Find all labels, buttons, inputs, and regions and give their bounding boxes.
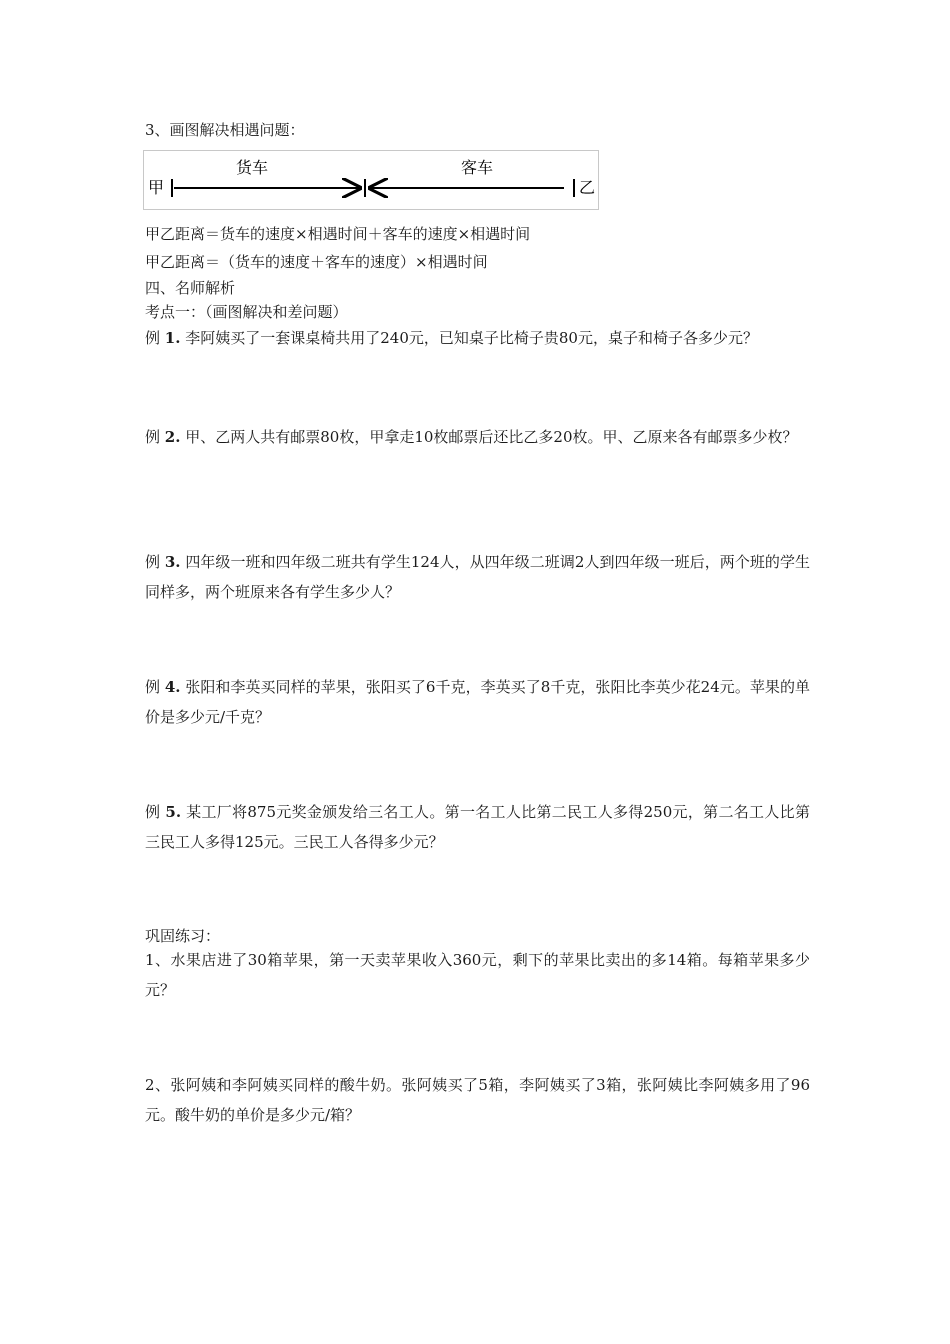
diagram-segment2-label: 客车	[461, 158, 494, 177]
example-prefix: 例	[145, 553, 161, 571]
practice-heading: 巩固练习：	[145, 927, 221, 945]
example-number: 5.	[165, 803, 182, 821]
section-3-heading: 3、画图解决相遇问题：	[145, 121, 305, 139]
diagram-right-label: 乙	[579, 178, 596, 197]
example-text: 某工厂将875元奖金颁发给三名工人。第一名工人比第二民工人多得250元，第二名工人比第三民工人多得125元。三民工人各得多少元？	[145, 803, 810, 851]
kaodian-heading: 考点一：（画图解决和差问题）	[145, 303, 348, 321]
example-text: 四年级一班和四年级二班共有学生124人，从四年级二班调2人到四年级一班后，两个班的学生同样多，两个班原来各有学生多少人？	[145, 553, 810, 601]
section-4-heading: 四、名师解析	[145, 279, 236, 297]
diagram-segment1-label: 货车	[236, 158, 269, 177]
example-3	[145, 547, 810, 607]
example-text: 甲、乙两人共有邮票80枚，甲拿走10枚邮票后还比乙多20枚。甲、乙原来各有邮票多少枚？	[185, 428, 798, 446]
diagram-left-label: 甲	[148, 178, 165, 197]
example-number: 3.	[164, 553, 181, 571]
example-number: 2.	[164, 428, 181, 446]
diagram-svg	[144, 151, 600, 211]
example-prefix: 例	[145, 329, 161, 347]
meeting-problem-diagram	[143, 150, 599, 210]
example-prefix: 例	[145, 803, 161, 821]
formula-2: 甲乙距离＝（货车的速度＋客车的速度）×相遇时间	[145, 253, 488, 271]
example-2	[145, 422, 810, 452]
practice-item-2: 2、张阿姨和李阿姨买同样的酸牛奶。张阿姨买了5箱，李阿姨买了3箱，张阿姨比李阿姨多用了96元。酸牛奶的单价是多少元/箱？	[145, 1076, 810, 1124]
example-1	[145, 323, 810, 353]
formula-1: 甲乙距离＝货车的速度×相遇时间＋客车的速度×相遇时间	[145, 225, 531, 243]
example-text: 张阳和李英买同样的苹果，张阳买了6千克，李英买了8千克，张阳比李英少花24元。苹果的单价是多少元/千克？	[145, 678, 810, 726]
practice-item-1: 1、水果店进了30箱苹果，第一天卖苹果收入360元，剩下的苹果比卖出的多14箱。每箱苹果多少元？	[145, 951, 810, 999]
example-number: 1.	[164, 329, 181, 347]
example-5	[145, 797, 810, 857]
example-number: 4.	[164, 678, 181, 696]
example-prefix: 例	[145, 428, 161, 446]
example-text: 李阿姨买了一套课桌椅共用了240元，已知桌子比椅子贵80元，桌子和椅子各多少元？	[185, 329, 758, 347]
example-4	[145, 672, 810, 732]
example-prefix: 例	[145, 678, 161, 696]
